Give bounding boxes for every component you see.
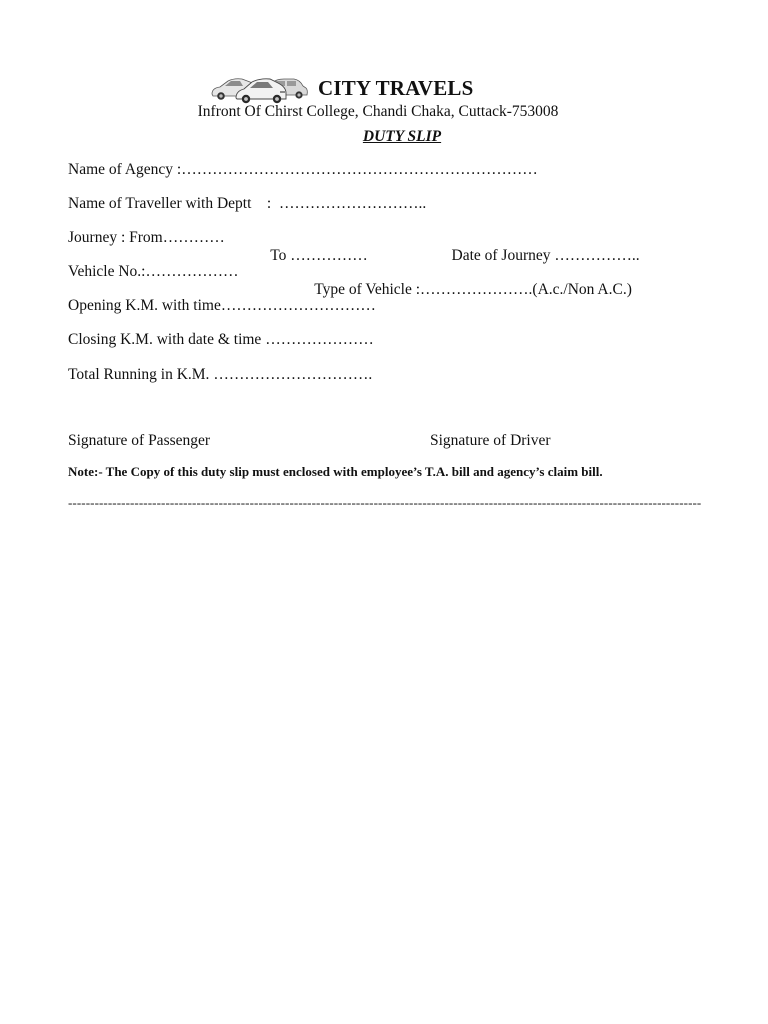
agency-label: Name of Agency : — [68, 161, 182, 178]
closing-km-field — [68, 331, 374, 349]
vehicle-type-options: .(A.c./Non A.C.) — [528, 281, 632, 298]
vehicle-type-label: Type of Vehicle : — [314, 281, 421, 298]
company-address: Infront Of Chirst College, Chandi Chaka, Cuttack-753008 — [197, 103, 559, 120]
journey-from-field — [68, 229, 225, 247]
opening-km-label: Opening K.M. with time — [68, 297, 221, 314]
journey-to-blank[interactable]: …………… — [290, 247, 368, 264]
agency-field — [68, 161, 538, 179]
total-km-field — [68, 366, 372, 384]
journey-date-blank[interactable]: …………….. — [554, 247, 640, 264]
driver-signature: Signature of Driver — [430, 432, 551, 449]
closing-km-blank[interactable]: ………………… — [265, 331, 374, 348]
journey-date-label: Date of Journey — [451, 247, 555, 264]
document-title: DUTY SLIP — [362, 128, 442, 145]
vehicle-type-blank[interactable]: ………………… — [420, 281, 529, 298]
vehicle-no-field — [68, 263, 238, 281]
opening-km-blank[interactable]: ………………………… — [220, 297, 376, 314]
journey-from-label: Journey : From — [68, 229, 163, 246]
traveller-label: Name of Traveller with Deptt : — [68, 195, 279, 212]
agency-blank[interactable]: …………………………………………………………… — [181, 161, 538, 178]
journey-from-blank[interactable]: ………… — [162, 229, 225, 246]
closing-km-label: Closing K.M. with date & time — [68, 331, 266, 348]
opening-km-field — [68, 297, 376, 315]
passenger-signature: Signature of Passenger — [68, 432, 211, 449]
cut-line-divider: ----------------------------------------------------------------------------------------------------------------------------------------------- — [68, 495, 702, 510]
traveller-field — [68, 195, 426, 213]
vehicle-no-label: Vehicle No.: — [68, 263, 146, 280]
journey-to-label: To — [270, 247, 291, 264]
company-name: CITY TRAVELS — [318, 76, 474, 100]
cars-logo-icon — [210, 70, 310, 104]
vehicle-no-blank[interactable]: ……………… — [145, 263, 239, 280]
note-text: Note:- The Copy of this duty slip must enclosed with employee’s T.A. bill and agency’s claim bill. — [68, 464, 603, 479]
traveller-blank[interactable]: ……………………….. — [278, 195, 427, 212]
total-km-label: Total Running in K.M. — [68, 366, 214, 383]
total-km-blank[interactable]: …………………………. — [213, 366, 373, 383]
letterhead — [0, 70, 768, 106]
